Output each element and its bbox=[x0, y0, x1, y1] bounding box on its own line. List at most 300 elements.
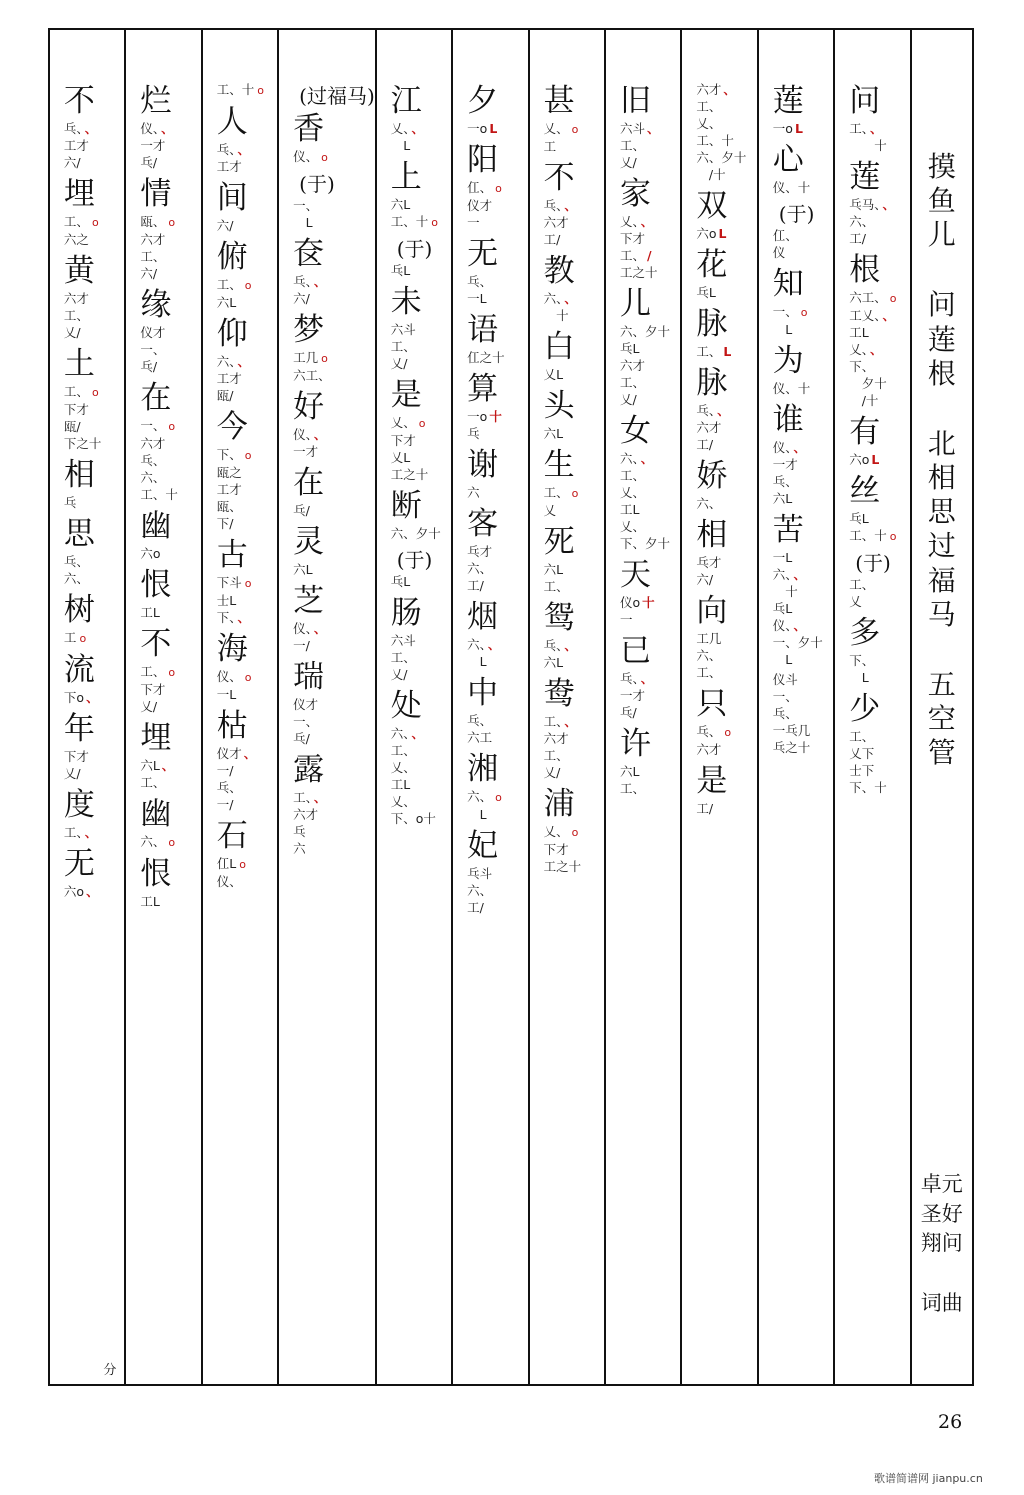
lyric-char: 夕 bbox=[467, 83, 499, 119]
rhythm-mark: 、 bbox=[640, 214, 654, 229]
gongche-notes bbox=[391, 725, 436, 827]
gongche-notes bbox=[544, 120, 579, 155]
gongche-note: 乂 bbox=[543, 503, 557, 518]
rhythm-mark: o bbox=[800, 306, 808, 319]
gongche-note: 乂、 、 bbox=[390, 121, 425, 136]
gongche-note: 工之十 bbox=[619, 265, 658, 280]
rhythm-mark: L bbox=[871, 452, 880, 467]
gongche-notes bbox=[467, 408, 502, 442]
gongche-notes bbox=[140, 604, 159, 621]
gongche-notes bbox=[217, 574, 252, 626]
score-column bbox=[50, 30, 124, 1384]
lyric-char: 多 bbox=[849, 615, 881, 651]
gongche-notes bbox=[64, 883, 99, 900]
gongche-note: 乂、 o bbox=[390, 415, 426, 430]
gongche-notes bbox=[696, 343, 731, 360]
gongche-note: 下、 bbox=[849, 653, 875, 668]
gongche-notes bbox=[544, 713, 577, 781]
rhythm-mark: o bbox=[724, 726, 732, 739]
rhythm-mark: L bbox=[718, 226, 727, 241]
lyric-char: 恨 bbox=[140, 856, 172, 892]
gongche-note: 乂/ bbox=[619, 155, 637, 170]
lyric-char: 已 bbox=[619, 633, 651, 669]
lyric-char: 情 bbox=[140, 176, 172, 212]
gongche-note: 工、 bbox=[696, 665, 722, 680]
lyric-char: 人 bbox=[216, 104, 248, 140]
gongche-notes bbox=[140, 213, 175, 282]
gongche-note: 工、十 bbox=[140, 487, 178, 502]
gongche-note: 一才 bbox=[772, 457, 798, 472]
lyric-char: 脉 bbox=[696, 306, 728, 342]
lyric-char: 娇 bbox=[696, 458, 728, 494]
lyric-char: 白 bbox=[543, 329, 575, 365]
gongche-note: 乓、 、 bbox=[293, 274, 327, 289]
score-column bbox=[201, 30, 277, 1384]
gongche-note: 下才 bbox=[63, 402, 89, 417]
lyric-char: 烂 bbox=[140, 83, 172, 119]
lyric-char: 知 bbox=[772, 266, 804, 302]
gongche-note: 乂、 bbox=[390, 760, 416, 775]
lyric-char: 不 bbox=[543, 160, 575, 196]
gongche-note: 一/ bbox=[293, 638, 310, 653]
gongche-note: 仜、 o bbox=[467, 180, 502, 195]
lyric-char: (于) bbox=[778, 202, 815, 226]
gongche-note: 工 o bbox=[63, 630, 87, 645]
gongche-notes bbox=[64, 824, 97, 841]
rhythm-mark: o bbox=[239, 858, 246, 871]
lyric-char: 未 bbox=[390, 284, 422, 320]
gongche-notes bbox=[64, 689, 99, 706]
gongche-note: 乂、 bbox=[696, 116, 722, 131]
gongche-notes bbox=[620, 323, 670, 408]
gongche-notes bbox=[849, 289, 896, 409]
gongche-note: 工、 / bbox=[619, 248, 652, 263]
lyric-char: 谢 bbox=[467, 447, 499, 483]
gongche-notes bbox=[773, 120, 803, 137]
gongche-notes bbox=[217, 81, 264, 99]
gongche-note: 工、 bbox=[140, 249, 166, 264]
score-column bbox=[528, 30, 604, 1384]
gongche-note: 下/ bbox=[216, 516, 234, 531]
lyric-char: 思 bbox=[63, 516, 95, 552]
rhythm-mark: 、 bbox=[237, 354, 251, 369]
rhythm-mark: o bbox=[168, 836, 176, 849]
rhythm-mark: o bbox=[168, 216, 176, 229]
gongche-note: 一、 o bbox=[772, 304, 808, 319]
gongche-note: 士L bbox=[216, 593, 237, 608]
gongche-note: 一才 bbox=[293, 444, 319, 459]
gongche-notes bbox=[620, 763, 645, 797]
rhythm-mark: 、 bbox=[646, 121, 660, 136]
rhythm-mark: o bbox=[91, 216, 99, 229]
score-column bbox=[124, 30, 200, 1384]
gongche-note: 六、 、 bbox=[619, 451, 654, 466]
gongche-note: 六L bbox=[619, 764, 640, 779]
lyric-char: 幽 bbox=[140, 508, 172, 544]
gongche-note: 六工 bbox=[467, 730, 493, 745]
lyric-char: 家 bbox=[619, 176, 651, 212]
gongche-note: 六L bbox=[543, 426, 564, 441]
rhythm-mark: 、 bbox=[793, 567, 807, 582]
gongche-notes bbox=[140, 120, 173, 171]
gongche-note: 六、夕十 bbox=[696, 150, 747, 165]
gongche-note: 乓/ bbox=[293, 503, 310, 518]
lyric-char: 语 bbox=[467, 312, 499, 348]
gongche-notes bbox=[696, 630, 721, 681]
gongche-note: 工/ bbox=[696, 801, 714, 816]
gongche-note: 六L bbox=[216, 295, 237, 310]
gongche-notes bbox=[217, 855, 246, 890]
gongche-notes bbox=[773, 549, 823, 668]
gongche-note: 乓L bbox=[849, 511, 869, 526]
gongche-notes bbox=[140, 417, 178, 503]
lyric-char: 儿 bbox=[619, 286, 651, 322]
rhythm-mark: 、 bbox=[411, 726, 425, 741]
gongche-note: /十 bbox=[849, 393, 879, 408]
gongche-note: 仪、 、 bbox=[772, 440, 807, 455]
gongche-note: 六/ bbox=[63, 155, 81, 170]
gongche-note: 六、 o bbox=[467, 789, 502, 804]
rhythm-mark: 、 bbox=[717, 403, 730, 418]
gongche-notes bbox=[467, 543, 492, 594]
gongche-note: 乓 bbox=[63, 495, 77, 510]
gongche-note: 工、十 bbox=[696, 133, 734, 148]
rhythm-mark: o bbox=[79, 632, 87, 645]
gongche-notes bbox=[467, 484, 480, 501]
lyric-char: 奁 bbox=[293, 236, 325, 272]
gongche-note: 乓 bbox=[467, 426, 480, 441]
rhythm-mark: o bbox=[168, 666, 176, 679]
gongche-notes bbox=[64, 120, 97, 171]
gongche-notes bbox=[293, 349, 331, 384]
lyric-char: 心 bbox=[772, 142, 804, 178]
gongche-notes bbox=[64, 383, 102, 452]
gongche-note: 六才 bbox=[696, 420, 722, 435]
rhythm-mark: 、 bbox=[640, 671, 654, 686]
gongche-note: 工、 o bbox=[543, 485, 579, 500]
gongche-notes bbox=[391, 632, 416, 683]
gongche-notes bbox=[217, 745, 257, 813]
rhythm-mark: 、 bbox=[411, 121, 425, 136]
lyric-char: 浦 bbox=[543, 786, 575, 822]
gongche-notes bbox=[620, 213, 658, 281]
rhythm-mark: 十 bbox=[489, 409, 502, 424]
gongche-note: 乓、 、 bbox=[543, 638, 577, 653]
lyric-char: 埋 bbox=[140, 720, 172, 756]
gongche-notes bbox=[849, 728, 887, 796]
lyric-char: 埋 bbox=[63, 176, 95, 212]
rhythm-mark: 、 bbox=[564, 198, 577, 213]
lyric-char: 甚 bbox=[543, 83, 575, 119]
lyric-char: 死 bbox=[543, 524, 575, 560]
lyric-char: 鸳 bbox=[543, 600, 575, 636]
lyric-char: 为 bbox=[772, 343, 804, 379]
gongche-note: 乂 bbox=[849, 594, 862, 609]
gongche-note: 一/ bbox=[216, 797, 234, 812]
rhythm-mark: o bbox=[571, 826, 579, 839]
lyric-char: 土 bbox=[63, 346, 95, 382]
lyric-char: (于) bbox=[396, 237, 433, 261]
gongche-note: 六才 bbox=[140, 436, 166, 451]
gongche-note: 下o 、 bbox=[63, 690, 99, 705]
gongche-note: 工、 bbox=[390, 743, 416, 758]
rhythm-mark: 、 bbox=[882, 197, 895, 212]
lyric-char: 黄 bbox=[63, 253, 95, 289]
rhythm-mark: o bbox=[244, 577, 252, 590]
rhythm-mark: L bbox=[489, 121, 498, 136]
lyric-char: 不 bbox=[140, 626, 172, 662]
gongche-note: 乓才 bbox=[696, 555, 722, 570]
gongche-notes bbox=[773, 671, 811, 756]
lyric-char: 客 bbox=[467, 506, 499, 542]
lyric-char: 树 bbox=[63, 592, 95, 628]
gongche-notes bbox=[849, 652, 874, 686]
gongche-notes bbox=[544, 197, 577, 248]
gongche-note: 乂/ bbox=[390, 667, 408, 682]
gongche-note: 六工、 o bbox=[849, 290, 897, 305]
gongche-note: 仪、 bbox=[216, 874, 242, 889]
lyric-char: 好 bbox=[293, 389, 325, 425]
lyric-char: 恨 bbox=[140, 567, 172, 603]
gongche-note: 乓、 bbox=[63, 554, 89, 569]
gongche-note: 乓、 、 bbox=[216, 142, 251, 157]
gongche-note: 六L bbox=[293, 562, 313, 577]
gongche-note: 六才 bbox=[140, 232, 166, 247]
gongche-notes bbox=[140, 324, 165, 375]
gongche-notes bbox=[620, 594, 655, 628]
rhythm-mark: 、 bbox=[793, 440, 807, 455]
gongche-note: 一L bbox=[772, 550, 793, 565]
gongche-notes bbox=[64, 748, 89, 782]
gongche-note: 乂/ bbox=[63, 766, 81, 781]
gongche-notes bbox=[467, 349, 505, 366]
gongche-note: 下才 bbox=[63, 749, 89, 764]
lyric-char: 问 bbox=[849, 83, 881, 119]
rhythm-mark: o bbox=[431, 216, 438, 229]
gongche-notes bbox=[391, 321, 416, 372]
lyric-char: 旧 bbox=[619, 83, 651, 119]
rhythm-mark: 、 bbox=[84, 825, 98, 840]
gongche-note: 六才 bbox=[543, 215, 569, 230]
gongche-notes bbox=[620, 120, 660, 171]
gongche-note: 工L bbox=[619, 502, 640, 517]
gongche-note: 工L bbox=[849, 325, 869, 340]
lyric-char: 向 bbox=[696, 593, 728, 629]
gongche-note: 乂、 、 bbox=[619, 214, 654, 229]
gongche-note: 一L bbox=[467, 291, 487, 306]
gongche-note: 六、夕十 bbox=[619, 324, 670, 339]
rhythm-mark: 、 bbox=[237, 610, 251, 625]
gongche-note: 工/ bbox=[543, 232, 561, 247]
gongche-note: 仪、 、 bbox=[140, 121, 174, 136]
lyric-char: 灵 bbox=[293, 524, 325, 560]
gongche-note: 六、 、 bbox=[543, 291, 577, 306]
gongche-note: 六才 bbox=[63, 291, 89, 306]
rhythm-mark: o bbox=[889, 530, 897, 543]
lyric-char: 谁 bbox=[772, 402, 804, 438]
gongche-note: 下才 bbox=[619, 231, 645, 246]
gongche-note: 六o L bbox=[696, 226, 727, 241]
lyric-char: 中 bbox=[467, 675, 499, 711]
gongche-notes bbox=[64, 553, 89, 587]
fen-mark: 分 bbox=[103, 1363, 117, 1378]
gongche-note: 六、 bbox=[696, 648, 722, 663]
gongche-notes bbox=[696, 402, 729, 453]
gongche-note: 乓、 bbox=[140, 453, 166, 468]
gongche-note: 乓/ bbox=[140, 359, 158, 374]
gongche-notes bbox=[64, 213, 99, 248]
gongche-note: 一、 bbox=[772, 689, 798, 704]
gongche-note: 乓才 bbox=[467, 544, 493, 559]
gongche-notes bbox=[467, 865, 492, 916]
lyric-char: 无 bbox=[63, 846, 95, 882]
gongche-note: 六o L bbox=[849, 452, 880, 467]
gongche-note: 工、 bbox=[140, 775, 166, 790]
lyric-char: 生 bbox=[543, 447, 575, 483]
gongche-note: 仪、 o bbox=[293, 149, 328, 164]
lyric-char: 断 bbox=[390, 488, 422, 524]
gongche-note: 乓、 o bbox=[696, 724, 732, 739]
gongche-notes bbox=[467, 120, 497, 137]
gongche-notes bbox=[467, 788, 502, 823]
gongche-note: 六斗 、 bbox=[619, 121, 660, 136]
lyric-char: 妃 bbox=[467, 828, 499, 864]
gongche-note: 六、 、 bbox=[390, 726, 425, 741]
title-line: 五 空 管 bbox=[927, 667, 956, 770]
gongche-note: 工、 bbox=[390, 650, 416, 665]
score-column bbox=[833, 30, 909, 1384]
score-column bbox=[375, 30, 451, 1384]
gongche-note: 乓、 bbox=[772, 706, 798, 721]
rhythm-mark: L bbox=[794, 121, 803, 136]
lyric-char: 苦 bbox=[772, 512, 804, 548]
gongche-notes bbox=[293, 197, 318, 231]
gongche-note: 六 bbox=[293, 841, 306, 856]
lyric-char: 在 bbox=[293, 465, 325, 501]
gongche-notes bbox=[217, 141, 250, 175]
gongche-note: 乓马、 、 bbox=[849, 197, 895, 212]
lyric-char: 是 bbox=[390, 377, 422, 413]
rhythm-mark: 、 bbox=[313, 790, 327, 805]
gongche-note: 六、 bbox=[849, 214, 875, 229]
gongche-note: 一 bbox=[467, 215, 480, 230]
gongche-note: 十 bbox=[543, 308, 569, 323]
rhythm-mark: 、 bbox=[313, 427, 327, 442]
rhythm-mark: o bbox=[495, 791, 502, 804]
gongche-notes bbox=[696, 554, 721, 588]
gongche-note: 瓯/ bbox=[216, 388, 234, 403]
gongche-notes bbox=[849, 510, 896, 545]
rhythm-mark: 、 bbox=[313, 274, 327, 289]
lyric-char: 只 bbox=[696, 686, 728, 722]
gongche-note: 一o L bbox=[772, 121, 803, 136]
gongche-notes bbox=[140, 757, 174, 791]
gongche-note: 乂/ bbox=[619, 392, 637, 407]
gongche-note: 工才 bbox=[216, 371, 242, 386]
gongche-note: 工、 bbox=[849, 729, 875, 744]
rhythm-mark: o bbox=[418, 417, 426, 430]
lyric-char: 无 bbox=[467, 236, 499, 272]
gongche-note: 六才 bbox=[293, 807, 319, 822]
gongche-note: 六 bbox=[467, 485, 480, 500]
gongche-note: 乓、 、 bbox=[696, 403, 730, 418]
lyric-char: 在 bbox=[140, 380, 172, 416]
gongche-note: 一L bbox=[216, 687, 237, 702]
rhythm-mark: L bbox=[723, 344, 732, 359]
gongche-note: 工、 bbox=[619, 375, 645, 390]
rhythm-mark: 、 bbox=[86, 884, 99, 899]
gongche-note: 瓯、 bbox=[216, 499, 242, 514]
lyric-char: 双 bbox=[696, 188, 728, 224]
gongche-note: 一、夕十 bbox=[772, 635, 823, 650]
gongche-note: 六o bbox=[140, 546, 161, 561]
lyric-char: 处 bbox=[390, 688, 422, 724]
title-lines bbox=[928, 150, 956, 806]
gongche-notes bbox=[544, 366, 563, 383]
lyric-char: 瑞 bbox=[293, 659, 325, 695]
lyric-char: 石 bbox=[216, 818, 248, 854]
gongche-notes bbox=[217, 668, 252, 703]
gongche-note: 仪才 、 bbox=[216, 746, 257, 761]
gongche-note: 六L bbox=[543, 562, 564, 577]
gongche-note: 工、 bbox=[543, 748, 569, 763]
gongche-note: 工、十 o bbox=[849, 528, 897, 543]
gongche-notes bbox=[293, 148, 328, 166]
rhythm-mark: 、 bbox=[723, 82, 736, 97]
gongche-notes bbox=[773, 439, 806, 507]
gongche-notes bbox=[773, 227, 798, 261]
gongche-note: 乓、 bbox=[467, 274, 493, 289]
gongche-note: 工、 、 bbox=[293, 790, 327, 805]
gongche-note: 工、 bbox=[63, 308, 89, 323]
score-column bbox=[757, 30, 833, 1384]
gongche-note: 工、 bbox=[696, 99, 722, 114]
gongche-notes bbox=[696, 284, 715, 301]
lyric-char: 俯 bbox=[216, 239, 248, 275]
credits bbox=[921, 1170, 963, 1318]
lyric-char: 芝 bbox=[293, 583, 325, 619]
gongche-note: 六、 、 bbox=[772, 567, 807, 582]
gongche-note: 工、 o bbox=[140, 664, 176, 679]
score-column bbox=[451, 30, 527, 1384]
gongche-note: 六斗 bbox=[390, 633, 416, 648]
gongche-note: 乂、 o bbox=[543, 824, 579, 839]
gongche-note: 仪斗 bbox=[772, 672, 798, 687]
gongche-note: 工、 bbox=[619, 781, 645, 796]
gongche-note: 工L bbox=[140, 894, 160, 909]
gongche-note: 下、 bbox=[849, 359, 875, 374]
gongche-notes bbox=[849, 196, 895, 247]
gongche-notes bbox=[293, 273, 326, 307]
lyric-char: 丝 bbox=[849, 473, 881, 509]
footer-watermark: 歌谱简谱网 jianpu.cn bbox=[874, 1472, 983, 1485]
gongche-notes bbox=[217, 446, 252, 532]
lyric-char: (于) bbox=[855, 551, 891, 575]
rhythm-mark: 、 bbox=[84, 121, 98, 136]
lyric-char: 幽 bbox=[140, 796, 172, 832]
rhythm-mark: 、 bbox=[243, 746, 257, 761]
title-column bbox=[910, 30, 972, 1384]
gongche-notes bbox=[696, 225, 726, 242]
lyric-char: 露 bbox=[293, 752, 325, 788]
gongche-note: 一o 十 bbox=[467, 409, 502, 424]
gongche-note: 下、o十 bbox=[390, 811, 436, 826]
gongche-note: 工之十 bbox=[390, 467, 429, 482]
lyric-char: 仰 bbox=[216, 316, 248, 352]
gongche-notes bbox=[293, 620, 326, 654]
gongche-note: L bbox=[467, 807, 487, 822]
gongche-note: 工/ bbox=[467, 578, 484, 593]
